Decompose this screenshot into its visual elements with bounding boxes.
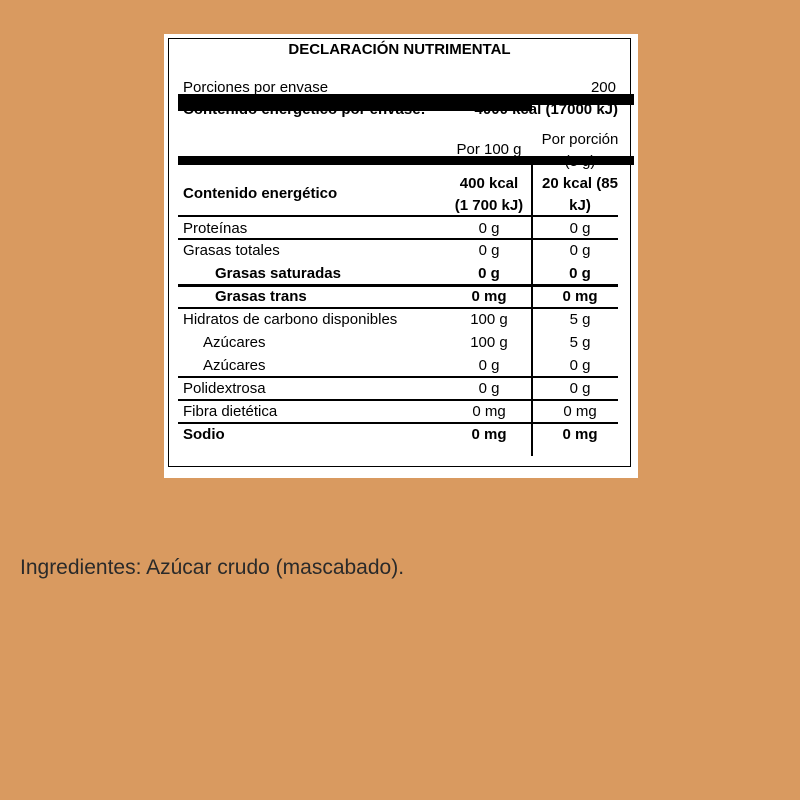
label-frame xyxy=(168,38,631,467)
ingredients-text: Ingredientes: Azúcar crudo (mascabado). xyxy=(20,556,405,579)
nutrient-portion: 0 mg xyxy=(562,288,598,305)
row-divider xyxy=(178,307,618,309)
nutrient-name: Proteínas xyxy=(183,220,248,237)
nutrient-per100: 0 g xyxy=(478,357,500,374)
nutrient-portion: 0 g xyxy=(569,220,591,237)
nutrient-per100: 100 g xyxy=(470,334,508,351)
nutrient-name: Polidextrosa xyxy=(183,380,266,397)
nutrient-portion: 0 mg xyxy=(562,426,598,443)
servings-label: Porciones por envase xyxy=(183,79,329,96)
row-divider xyxy=(178,422,618,424)
nutrient-name: Fibra dietética xyxy=(183,403,278,420)
nutrient-portion: 0 g xyxy=(569,357,591,374)
nutrient-portion: 0 g xyxy=(569,242,591,259)
column-header-portion: Por porción xyxy=(541,131,619,148)
nutrient-name: Grasas saturadas xyxy=(215,265,341,282)
nutrient-portion: 0 g xyxy=(569,265,591,282)
nutrient-name: Hidratos de carbono disponibles xyxy=(183,311,398,328)
energy-label: Contenido energético xyxy=(183,185,338,202)
nutrient-portion: 5 g xyxy=(569,334,591,351)
nutrient-portion: 0 g xyxy=(569,380,591,397)
nutrient-name: Sodio xyxy=(183,426,225,443)
energy-container-value: 4000 kcal (17000 kJ) xyxy=(474,101,618,118)
row-divider xyxy=(178,376,618,378)
nutrient-per100: 0 g xyxy=(478,380,500,397)
energy-per100-kj: (1 700 kJ) xyxy=(454,197,524,214)
nutrient-per100: 0 mg xyxy=(472,403,506,420)
column-divider xyxy=(531,165,533,456)
column-header-portion-size: (5 g) xyxy=(564,153,596,170)
nutrient-per100: 0 g xyxy=(478,220,500,237)
nutrient-name: Azúcares xyxy=(203,357,266,374)
energy-portion-kj: kJ) xyxy=(569,197,591,214)
nutrition-label xyxy=(164,34,638,478)
nutrient-portion: 5 g xyxy=(569,311,591,328)
column-header-per100: Por 100 g xyxy=(456,141,522,158)
label-title: DECLARACIÓN NUTRIMENTAL xyxy=(288,41,511,58)
nutrient-name: Azúcares xyxy=(203,334,266,351)
energy-container-label: Contenido energético por envase: xyxy=(183,101,426,118)
nutrient-per100: 0 mg xyxy=(471,288,507,305)
nutrient-name: Grasas trans xyxy=(215,288,307,305)
row-divider xyxy=(178,215,618,217)
nutrient-per100: 0 mg xyxy=(471,426,507,443)
nutrient-per100: 100 g xyxy=(470,311,508,328)
nutrient-portion: 0 mg xyxy=(563,403,597,420)
nutrient-name: Grasas totales xyxy=(183,242,280,259)
energy-portion-kcal: 20 kcal (85 xyxy=(542,175,618,192)
row-divider xyxy=(178,399,618,401)
energy-per100-kcal: 400 kcal xyxy=(459,175,519,192)
nutrient-per100: 0 g xyxy=(478,265,500,282)
row-divider xyxy=(178,238,618,240)
servings-value: 200 xyxy=(590,79,616,96)
row-divider xyxy=(178,284,618,287)
nutrient-per100: 0 g xyxy=(478,242,500,259)
